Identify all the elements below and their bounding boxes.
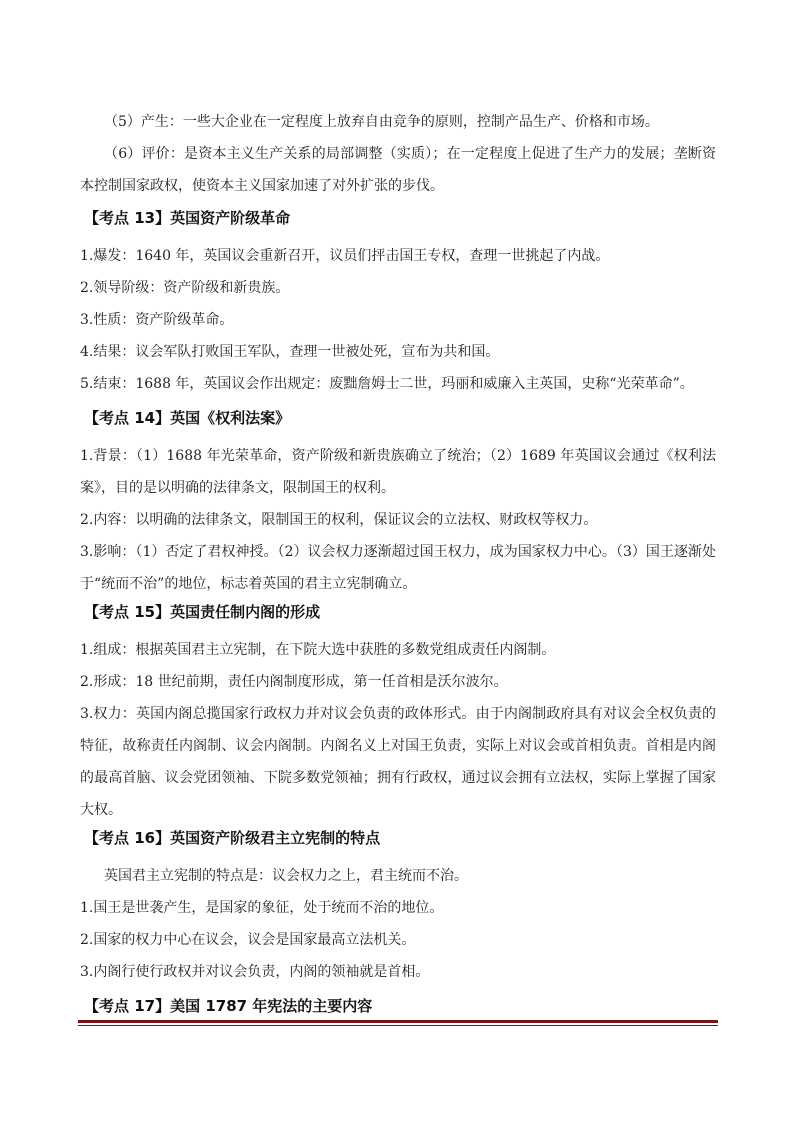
paragraph-monopoly-evaluation: （6）评价：是资本主义生产关系的局部调整（实质）；在一定程度上促进了生产力的发展；垄断资本控制国家政权，使资本主义国家加速了对外扩张的步伐。 [80, 146, 716, 194]
point-13-item-5: 5.结束：1688 年，英国议会作出规定：废黜詹姆士二世，玛丽和威廉入主英国，史称“光荣革命”。 [80, 376, 694, 392]
point-13-item-1: 1.爆发：1640 年，英国议会重新召开，议员们抨击国王专权，查理一世挑起了内战。 [80, 248, 610, 264]
point-16-item-3: 3.内阁行使行政权并对议会负责，内阁的领袖就是首相。 [80, 964, 430, 980]
point-16-item-2: 2.国家的权力中心在议会，议会是国家最高立法机关。 [80, 932, 416, 948]
point-15-item-2: 2.形成：18 世纪前期，责任内阁制度形成，第一任首相是沃尔波尔。 [80, 674, 508, 690]
point-14-item-2: 2.内容：以明确的法律条文，限制国王的权利，保证议会的立法权、财政权等权力。 [80, 512, 598, 528]
heading-point-14: 【考点 14】英国《权利法案》 [84, 409, 291, 427]
heading-point-17: 【考点 17】美国 1787 年宪法的主要内容 [84, 997, 373, 1015]
heading-point-16: 【考点 16】英国资产阶级君主立宪制的特点 [84, 829, 381, 847]
point-13-item-2: 2.领导阶级：资产阶级和新贵族。 [80, 280, 290, 296]
point-13-item-4: 4.结果：议会军队打败国王军队，查理一世被处死，宣布为共和国。 [80, 344, 500, 360]
heading-point-13: 【考点 13】英国资产阶级革命 [84, 209, 291, 227]
point-14-item-1: 1.背景：（1）1688 年光荣革命，资产阶级和新贵族确立了统治；（2）1689 年英国议会通过《权利法案》，目的是以明确的法律条文，限制国王的权利。 [80, 448, 716, 496]
point-15-item-1: 1.组成：根据英国君主立宪制，在下院大选中获胜的多数党组成责任内阁制。 [80, 642, 556, 658]
point-16-intro: 英国君主立宪制的特点是：议会权力之上，君主统而不治。 [104, 868, 468, 884]
footer-rule-thin [78, 1025, 718, 1026]
heading-point-15: 【考点 15】英国责任制内阁的形成 [84, 603, 321, 621]
paragraph-monopoly-origin: （5）产生：一些大企业在一定程度上放弃自由竞争的原则，控制产品生产、价格和市场。 [104, 114, 659, 130]
point-13-item-3: 3.性质：资产阶级革命。 [80, 312, 234, 328]
point-15-item-3: 3.权力：英国内阁总揽国家行政权力并对议会负责的政体形式。由于内阁制政府具有对议会全权负责的特征，故称责任内阁制、议会内阁制。内阁名义上对国王负责，实际上对议会或首相负责。首相是内阁的最高首脑、议会党团领袖、下院多数党领袖；拥有行政权，通过议会拥有立法权，实际上掌握了国家大权。 [80, 706, 716, 818]
footer-rule [78, 1020, 718, 1023]
point-14-item-3: 3.影响：（1）否定了君权神授。（2）议会权力逐渐超过国王权力，成为国家权力中心。（3）国王逐渐处于“统而不治”的地位，标志着英国的君主立宪制确立。 [80, 544, 716, 592]
point-16-item-1: 1.国王是世袭产生，是国家的象征，处于统而不治的地位。 [80, 900, 444, 916]
